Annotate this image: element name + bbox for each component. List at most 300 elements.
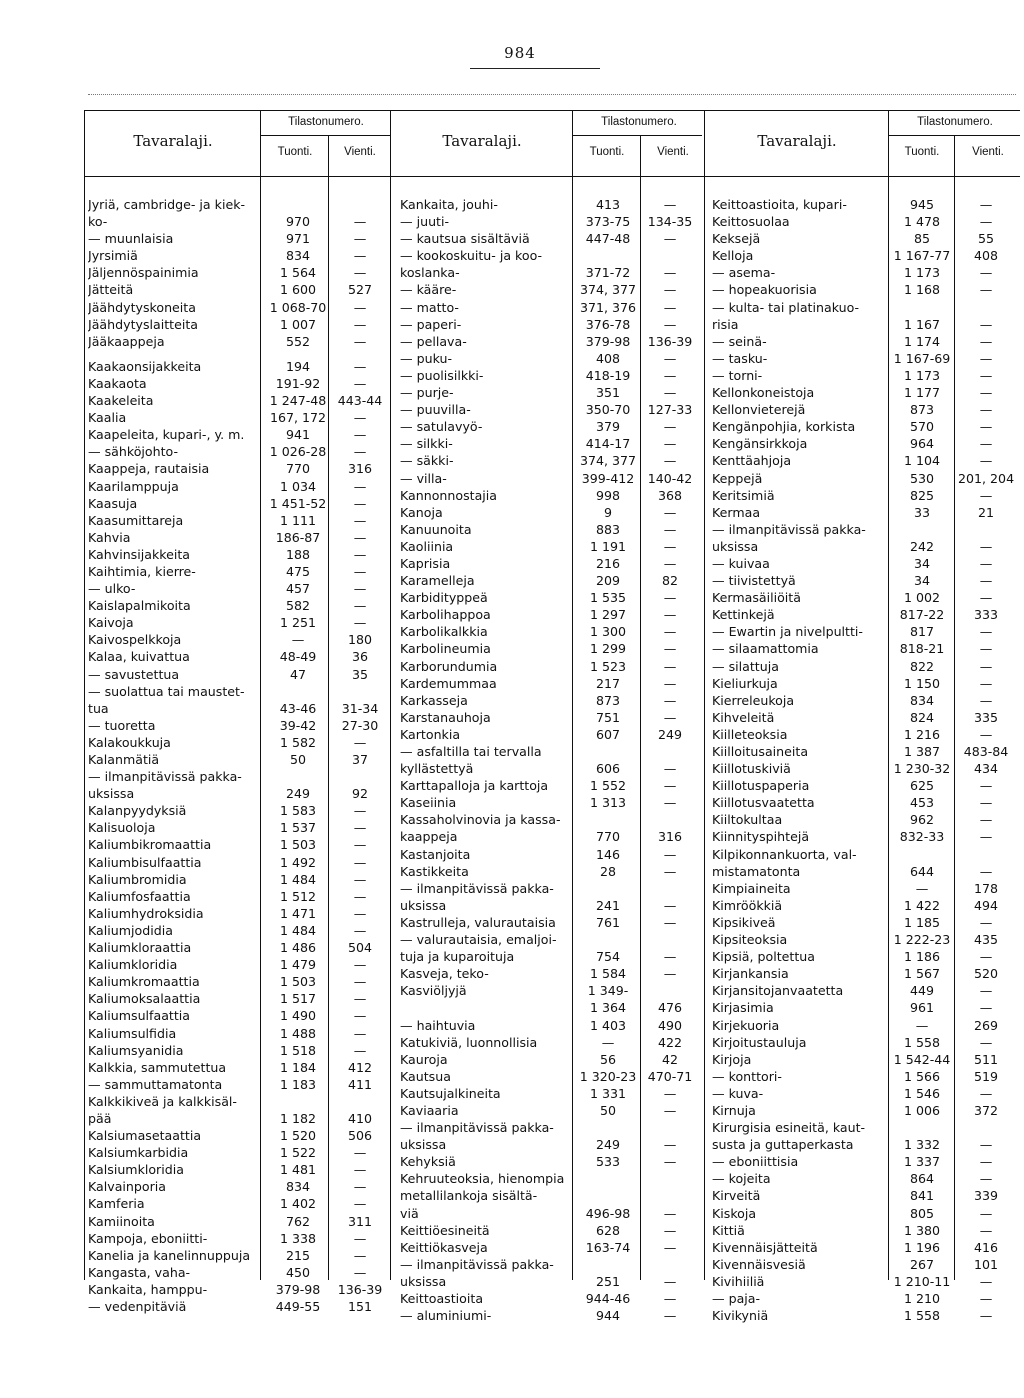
export-number: —: [979, 658, 993, 674]
export-number: —: [979, 538, 993, 554]
item-name: — satulavyö-: [400, 419, 483, 435]
item-name: Kirnuja: [712, 1102, 756, 1118]
export-number: —: [663, 521, 677, 537]
import-number: 805: [909, 1205, 935, 1221]
import-number: 1 297: [589, 607, 627, 623]
item-name: — ilmanpitävissä pakka-: [712, 521, 866, 537]
import-number: 215: [285, 1247, 311, 1263]
index-row: [88, 802, 388, 819]
item-name: uksissa: [400, 897, 447, 913]
import-number: 1 191: [589, 538, 627, 554]
export-number: —: [979, 1137, 993, 1153]
index-row: [712, 965, 1018, 982]
index-row: [712, 1102, 1018, 1119]
item-name: Kermaa: [712, 504, 761, 520]
item-name: Kaliumsyanidia: [88, 1042, 184, 1058]
index-row: [712, 760, 1018, 777]
export-number: —: [663, 282, 677, 298]
index-row: [712, 470, 1018, 487]
export-number: —: [663, 555, 677, 571]
item-name: — vedenpitäviä: [88, 1299, 187, 1314]
import-number: 770: [595, 829, 621, 845]
item-name: Kankaita, jouhi-: [400, 197, 498, 212]
import-number: 1 104: [903, 453, 941, 469]
import-number: 1 380: [903, 1222, 941, 1238]
import-number: 1 558: [903, 1308, 941, 1324]
import-number: 944-46: [585, 1291, 631, 1306]
index-row: [400, 316, 702, 333]
index-row: [88, 683, 388, 700]
export-number: —: [663, 197, 677, 212]
export-number: —: [979, 778, 993, 794]
export-number: —: [353, 316, 367, 332]
export-number: —: [353, 922, 367, 938]
item-name: Kivennäisvesiä: [712, 1256, 806, 1272]
import-number: 751: [595, 709, 621, 725]
export-number: —: [979, 590, 993, 606]
index-row: [400, 589, 702, 606]
import-number: 1 196: [903, 1239, 941, 1255]
item-name: Keittosuolaa: [712, 214, 790, 230]
export-number: —: [663, 367, 677, 383]
export-number: —: [663, 1291, 677, 1306]
export-number: 42: [661, 1051, 679, 1067]
header-export-3: Vienti.: [972, 146, 1004, 158]
index-row: [400, 1034, 702, 1051]
index-row: [88, 956, 388, 973]
item-name: — pellava-: [400, 333, 467, 349]
import-number: 1 006: [903, 1102, 941, 1118]
export-number: 490: [657, 1017, 683, 1033]
export-number: —: [979, 487, 993, 503]
item-name: Kivikyniä: [712, 1308, 769, 1324]
export-number: 422: [657, 1034, 683, 1050]
vline-left: [84, 110, 85, 1280]
import-number: 371-72: [585, 265, 631, 281]
index-row: [88, 631, 388, 648]
item-name: Kaakeleita: [88, 393, 154, 409]
import-number: 379-98: [585, 333, 631, 349]
import-number: 1 034: [279, 478, 317, 494]
index-row: [88, 546, 388, 563]
item-name: Kastrulleja, valurautaisia: [400, 914, 556, 930]
item-name: Kaliumhydroksidia: [88, 905, 204, 921]
export-number: —: [979, 419, 993, 435]
import-number: 216: [595, 555, 621, 571]
index-row: [88, 1144, 388, 1161]
export-number: 470-71: [647, 1068, 693, 1084]
import-number: 453: [909, 795, 935, 811]
item-name: Kaliumbisulfaattia: [88, 854, 202, 870]
import-number: 1 566: [903, 1068, 941, 1084]
index-row: [88, 973, 388, 990]
item-name: — tuoretta: [88, 717, 156, 733]
index-row: [400, 623, 702, 640]
export-number: —: [353, 427, 367, 443]
index-row: [88, 563, 388, 580]
item-name: Kaliumkloraattia: [88, 940, 192, 956]
index-row: [712, 623, 1018, 640]
item-name: Kaprisia: [400, 555, 451, 571]
item-name: Karbolikalkkia: [400, 624, 488, 640]
import-number: 1 522: [279, 1145, 317, 1161]
export-number: —: [663, 538, 677, 554]
import-number: 1 177: [903, 385, 941, 401]
index-row: [88, 990, 388, 1007]
item-name: — juuti-: [400, 214, 450, 230]
import-number: 1 168: [903, 282, 941, 298]
import-number: 34: [913, 573, 931, 589]
item-name: Karttapalloja ja karttoja: [400, 778, 549, 794]
index-row: [400, 264, 702, 281]
index-row: [712, 606, 1018, 623]
index-row: [88, 836, 388, 853]
export-number: 311: [347, 1213, 373, 1229]
index-row: [712, 777, 1018, 794]
item-name: Kengänpohjia, korkista: [712, 419, 856, 435]
index-row: [88, 922, 388, 939]
import-number: 163-74: [585, 1239, 631, 1255]
export-number: —: [353, 1025, 367, 1041]
export-number: —: [663, 897, 677, 913]
import-number: 606: [595, 761, 621, 777]
item-name: — konttori-: [712, 1068, 782, 1084]
header-bottom-rule: [84, 176, 1020, 177]
item-name: — asfaltilla tai tervalla: [400, 744, 542, 759]
header-stat-3: Tilastonumero.: [917, 116, 993, 128]
export-number: —: [979, 983, 993, 999]
item-name: Kassaholvinovia ja kassa-: [400, 812, 561, 828]
vline-c2-end: [704, 110, 705, 1280]
item-name: — silattuja: [712, 658, 779, 674]
index-row: [712, 572, 1018, 589]
item-name: Kihveleitä: [712, 709, 775, 725]
item-name: Kiinnityspihtejä: [712, 829, 810, 845]
import-number: 413: [595, 197, 621, 212]
index-row: [712, 521, 1018, 538]
item-name: Kiillotuspaperia: [712, 778, 810, 794]
export-number: —: [663, 231, 677, 247]
index-row: [88, 495, 388, 512]
export-number: 527: [347, 282, 373, 298]
item-name: tua: [88, 700, 109, 716]
item-name: Kilpikonnankuorta, val-: [712, 846, 857, 862]
index-row: [88, 409, 388, 426]
export-number: 151: [347, 1299, 373, 1314]
export-number: —: [979, 573, 993, 589]
import-number: 449: [909, 983, 935, 999]
import-number: 1 503: [279, 837, 317, 853]
import-number: 1 600: [279, 282, 317, 298]
index-row: [712, 794, 1018, 811]
item-name: — Ewartin ja nivelpultti-: [712, 624, 863, 640]
item-name: Kartonkia: [400, 726, 461, 742]
index-row: [712, 1170, 1018, 1187]
export-number: —: [353, 820, 367, 836]
item-name: ko-: [88, 214, 108, 230]
item-name: — asema-: [712, 265, 776, 281]
export-number: —: [663, 692, 677, 708]
index-row: [400, 452, 702, 469]
export-number: 55: [977, 231, 995, 247]
index-row: [400, 709, 702, 726]
import-number: —: [915, 880, 929, 896]
header-top-rule: [84, 110, 1020, 111]
export-number: —: [663, 966, 677, 982]
export-number: 269: [973, 1017, 999, 1033]
item-name: uksissa: [88, 786, 135, 802]
export-number: 483-84: [963, 744, 1009, 759]
import-number: 9: [603, 504, 612, 520]
item-name: Kaoliinia: [400, 538, 454, 554]
item-name: Kaliumfosfaattia: [88, 888, 191, 904]
import-number: 1 185: [903, 914, 941, 930]
item-name: — eboniittisia: [712, 1154, 799, 1170]
import-number: 408: [595, 350, 621, 366]
item-name: Kaliumoksalaattia: [88, 991, 201, 1007]
import-number: 241: [595, 897, 621, 913]
export-number: —: [353, 546, 367, 562]
item-name: Kasviöljyjä: [400, 983, 467, 999]
item-name: Kellonvieterejä: [712, 402, 806, 418]
index-row: [400, 487, 702, 504]
import-number: —: [601, 1034, 615, 1050]
index-row: [400, 1102, 702, 1119]
export-number: —: [353, 444, 367, 460]
import-number: 449-55: [275, 1299, 321, 1314]
item-name: Kierreleukoja: [712, 692, 795, 708]
index-row: [712, 264, 1018, 281]
item-name: Kautsujalkineita: [400, 1085, 501, 1101]
item-name: — purje-: [400, 385, 454, 401]
export-number: —: [663, 1239, 677, 1255]
import-number: 1 558: [903, 1034, 941, 1050]
export-number: —: [353, 265, 367, 281]
item-name: Kirjasimia: [712, 1000, 774, 1016]
index-row: [712, 555, 1018, 572]
export-number: 411: [347, 1076, 373, 1092]
item-name: Kauroja: [400, 1051, 448, 1067]
item-name: — puuvilla-: [400, 402, 471, 418]
import-number: 374, 377: [579, 453, 637, 469]
item-name: Kehruuteoksia, hienompia: [400, 1171, 565, 1187]
export-number: —: [663, 778, 677, 794]
item-name: Kiskoja: [712, 1205, 757, 1221]
index-row: [88, 854, 388, 871]
import-number: 1 484: [279, 922, 317, 938]
export-number: —: [353, 1162, 367, 1178]
import-number: 1 403: [589, 1017, 627, 1033]
export-number: —: [979, 1085, 993, 1101]
import-number: 530: [909, 470, 935, 486]
item-name: Kalanpyydyksiä: [88, 803, 187, 819]
item-name: Jätteitä: [88, 282, 134, 298]
index-row: [400, 1051, 702, 1068]
index-row: [400, 692, 702, 709]
index-row: [712, 1119, 1018, 1136]
export-number: —: [353, 358, 367, 374]
export-number: 140-42: [647, 470, 693, 486]
item-name: Kahvia: [88, 529, 131, 545]
export-number: —: [979, 863, 993, 879]
item-name: — puku-: [400, 350, 453, 366]
index-row: [400, 1239, 702, 1256]
import-number: 1 422: [903, 897, 941, 913]
index-row: [712, 1273, 1018, 1290]
item-name: Kaalia: [88, 410, 127, 426]
item-name: Kelloja: [712, 248, 754, 264]
export-number: —: [663, 1137, 677, 1153]
item-name: Kipsiä, poltettua: [712, 949, 815, 965]
index-row: [400, 555, 702, 572]
export-number: —: [663, 949, 677, 965]
item-name: Jäähdytyskoneita: [88, 299, 196, 315]
import-number: 941: [285, 427, 311, 443]
import-number: 167, 172: [269, 410, 327, 426]
index-row: [88, 905, 388, 922]
export-number: —: [663, 1085, 677, 1101]
index-row: [400, 880, 702, 897]
index-row: [712, 247, 1018, 264]
index-row: [400, 1205, 702, 1222]
index-row: [88, 1127, 388, 1144]
index-row: [400, 1136, 702, 1153]
import-number: 1 537: [279, 820, 317, 836]
item-name: Kirurgisia esineitä, kaut-: [712, 1120, 866, 1136]
import-number: 267: [909, 1256, 935, 1272]
index-row: [400, 572, 702, 589]
index-row: [88, 666, 388, 683]
import-number: 964: [909, 436, 935, 452]
export-number: —: [663, 914, 677, 930]
import-number: 1 364: [589, 1000, 627, 1016]
item-name: Kivihiiliä: [712, 1273, 765, 1289]
import-number: —: [915, 1017, 929, 1033]
import-number: 1 216: [903, 726, 941, 742]
import-number: 1 183: [279, 1076, 317, 1092]
header-name-2: Tavaralaji.: [442, 132, 522, 150]
index-row: [88, 299, 388, 316]
export-number: —: [979, 436, 993, 452]
index-row: [712, 811, 1018, 828]
export-number: 101: [973, 1256, 999, 1272]
page-number-rule: [470, 68, 600, 69]
import-number: 1 251: [279, 615, 317, 631]
index-row: [88, 281, 388, 298]
export-number: 201, 204: [958, 470, 1014, 486]
index-row: [400, 794, 702, 811]
item-name: — ilmanpitävissä pakka-: [400, 1120, 554, 1136]
export-number: —: [979, 316, 993, 332]
import-number: 761: [595, 914, 621, 930]
page-number: 984: [504, 44, 536, 62]
item-name: — torni-: [712, 367, 763, 383]
export-number: —: [353, 974, 367, 990]
item-name: — kojeita: [712, 1171, 771, 1187]
item-name: kyllästettyä: [400, 761, 474, 777]
import-number: 873: [595, 692, 621, 708]
import-number: 1 387: [903, 744, 941, 759]
index-row: [400, 1307, 702, 1324]
export-number: —: [353, 214, 367, 230]
export-number: 36: [351, 649, 369, 665]
export-number: —: [663, 299, 677, 315]
index-row: [400, 521, 702, 538]
import-number: 56: [599, 1051, 617, 1067]
export-number: 136-39: [337, 1281, 383, 1297]
export-number: —: [979, 812, 993, 828]
import-number: 447-48: [585, 231, 631, 247]
export-number: —: [353, 375, 367, 391]
import-number: 1 167-69: [893, 350, 951, 366]
index-row: [88, 213, 388, 230]
item-name: — puolisilkki-: [400, 367, 484, 383]
index-row: [400, 606, 702, 623]
export-number: —: [979, 1205, 993, 1221]
index-row: [88, 580, 388, 597]
export-number: —: [979, 1034, 993, 1050]
item-name: uksissa: [712, 538, 759, 554]
export-number: —: [979, 214, 993, 230]
index-row: [712, 504, 1018, 521]
item-name: Kiillotuskiviä: [712, 761, 791, 777]
item-name: Kalakoukkuja: [88, 734, 171, 750]
import-number: 1 479: [279, 957, 317, 973]
import-number: 33: [913, 504, 931, 520]
index-row: [712, 367, 1018, 384]
item-name: Karbolineumia: [400, 641, 491, 657]
export-number: —: [979, 1154, 993, 1170]
item-name: — aluminiumi-: [400, 1308, 492, 1324]
import-number: 1 300: [589, 624, 627, 640]
item-name: Keritsimiä: [712, 487, 775, 503]
export-number: —: [353, 615, 367, 631]
item-name: Kenttäahjoja: [712, 453, 792, 469]
item-name: risia: [712, 316, 739, 332]
import-number: 1 173: [903, 265, 941, 281]
index-row: [88, 426, 388, 443]
index-row: [712, 418, 1018, 435]
item-name: Kankaita, hamppu-: [88, 1281, 208, 1297]
item-name: Kermasäiliöitä: [712, 590, 801, 606]
export-number: —: [979, 1171, 993, 1187]
export-number: —: [353, 1247, 367, 1263]
item-name: Kaliumsulfaattia: [88, 1008, 191, 1024]
index-row: [88, 1042, 388, 1059]
item-name: Jäähdytyslaitteita: [88, 316, 199, 332]
import-number: 1 486: [279, 940, 317, 956]
export-number: —: [979, 1308, 993, 1324]
index-row: [400, 914, 702, 931]
import-number: 1 210: [903, 1291, 941, 1306]
index-row: [712, 658, 1018, 675]
index-row: [712, 1205, 1018, 1222]
import-number: 1 518: [279, 1042, 317, 1058]
export-number: 511: [973, 1051, 999, 1067]
export-number: —: [663, 504, 677, 520]
header-sub-rule-1: [260, 135, 390, 136]
item-name: — säkki-: [400, 453, 454, 469]
import-number: 1 481: [279, 1162, 317, 1178]
header-import-2: Tuonti.: [589, 146, 625, 158]
import-number: 817: [909, 624, 935, 640]
export-number: —: [663, 436, 677, 452]
export-number: —: [353, 905, 367, 921]
import-number: 457: [285, 581, 311, 597]
index-row: [88, 871, 388, 888]
item-name: Kivennäisjätteitä: [712, 1239, 818, 1255]
import-number: 998: [595, 487, 621, 503]
